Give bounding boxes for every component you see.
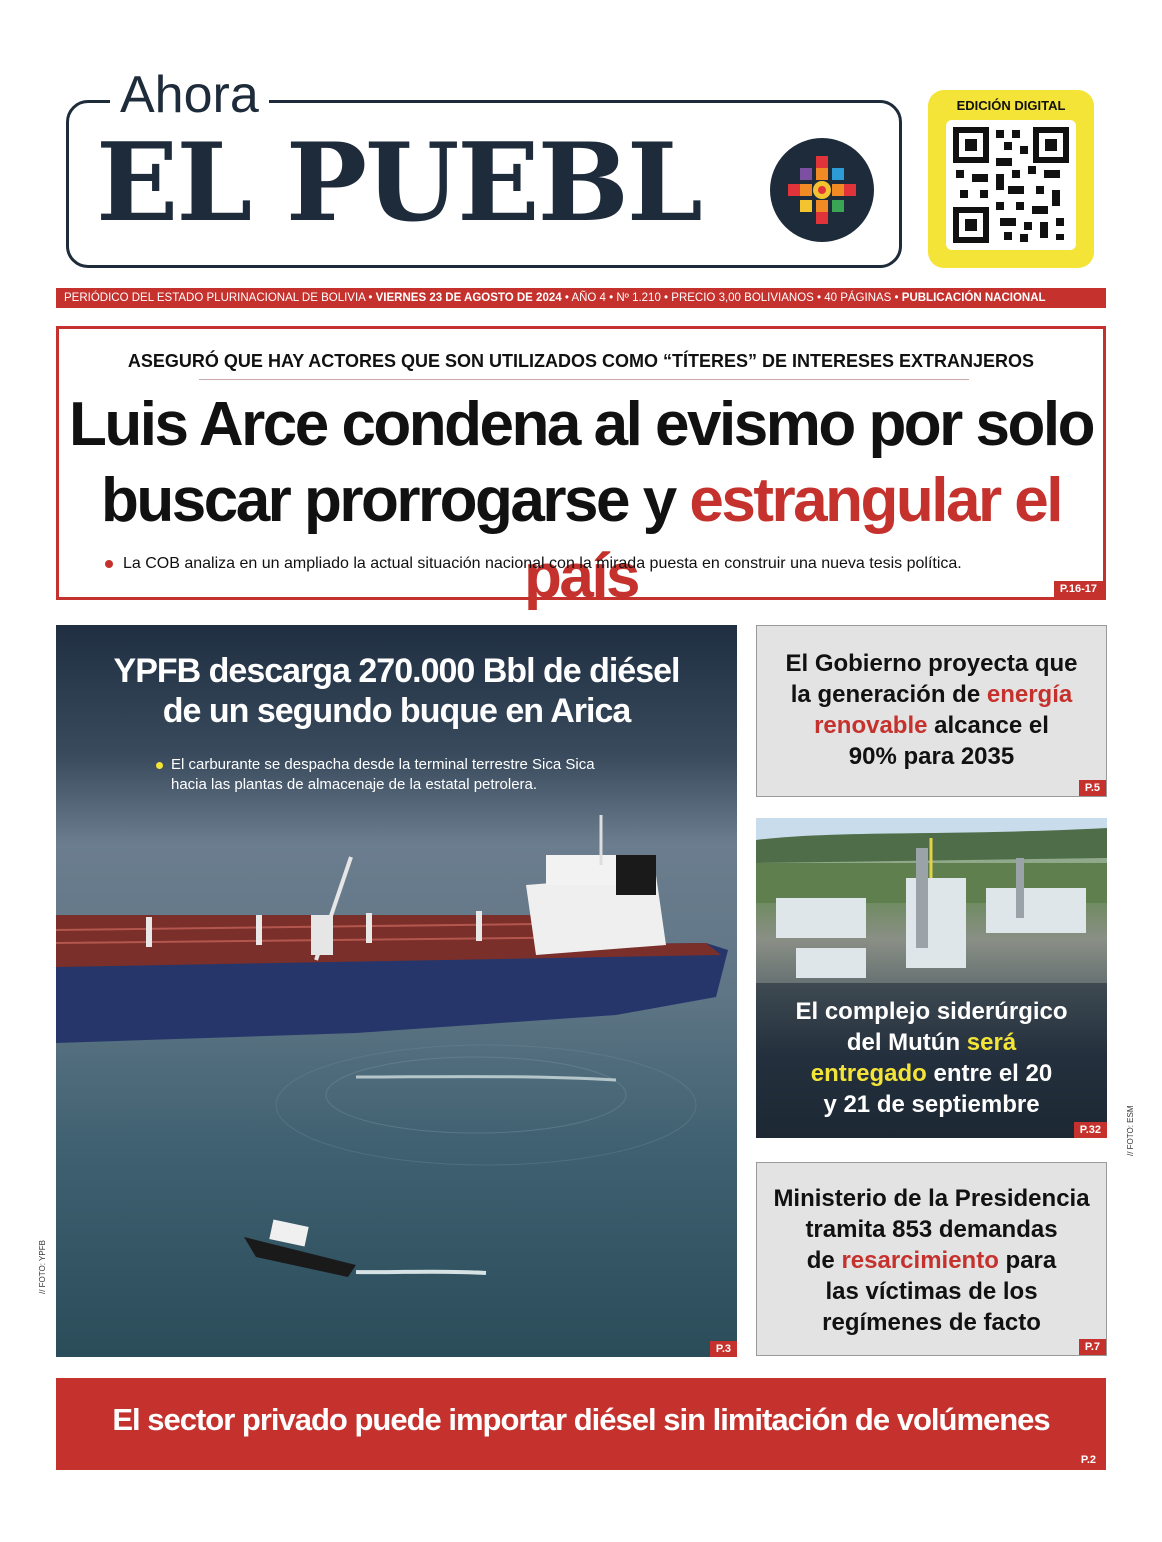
mutun-line3 — [756, 1058, 1107, 1089]
info-pages: 40 PÁGINAS — [824, 292, 892, 304]
mutun-line2-yellow: será — [966, 1029, 1017, 1056]
photo-summary-line1: El carburante se despacha desde la terminal terrestre Sica Sica — [171, 756, 595, 773]
mutun-page-tag: P.32 — [1074, 1122, 1107, 1138]
digital-edition-qr[interactable] — [928, 90, 1094, 268]
bullet-icon — [156, 762, 163, 769]
main-page-tag: P.16-17 — [1054, 581, 1103, 597]
main-kicker: ASEGURÓ QUE HAY ACTORES QUE SON UTILIZADOS COMO “TÍTERES” DE INTERESES EXTRANJEROS — [127, 351, 1035, 371]
energy-page-tag: P.5 — [1079, 780, 1106, 796]
photo-story-title-line1: YPFB descarga 270.000 Bbl de diésel — [113, 652, 680, 690]
energy-line3-black: alcance el — [927, 712, 1049, 739]
brand-ahora: Ahora — [110, 66, 269, 124]
kicker-divider — [199, 379, 969, 380]
main-story[interactable] — [56, 326, 1106, 611]
ministry-line3 — [757, 1245, 1106, 1276]
info-number: Nº 1.210 — [616, 292, 661, 304]
ministry-story-text — [757, 1183, 1106, 1338]
info-bar: PERIÓDICO DEL ESTADO PLURINACIONAL DE BOLIVIA • VIERNES 23 DE AGOSTO DE 2024 • AÑO 4 • Nº 1.210 • PRECIO 3,00 BOLIVIANOS • 40 PÁGINAS • PUBLICACIÓN NACIONAL — [56, 288, 1106, 308]
ministry-story[interactable] — [756, 1162, 1107, 1356]
mutun-line3-white: entre el 20 — [926, 1060, 1053, 1087]
main-headline-highlight: estrangular el país — [523, 466, 1062, 611]
energy-story[interactable] — [756, 625, 1107, 797]
bottom-banner-text: El sector privado puede importar diésel sin limitación de volúmenes — [112, 1402, 1050, 1437]
ministry-line4: las víctimas de los — [825, 1278, 1038, 1305]
qr-code-svg — [946, 120, 1076, 250]
energy-line2-red: energía — [986, 681, 1073, 708]
energy-line4: 90% para 2035 — [848, 743, 1015, 770]
mutun-line3-yellow: entregado — [810, 1060, 927, 1087]
main-summary — [105, 555, 962, 573]
qr-code-icon — [946, 120, 1076, 250]
ministry-line1: Ministerio de la Presidencia — [773, 1185, 1090, 1212]
info-price: PRECIO 3,00 BOLIVIANOS — [671, 292, 814, 304]
info-date: VIERNES 23 DE AGOSTO DE 2024 — [375, 292, 562, 304]
ministry-line5: regímenes de facto — [822, 1309, 1041, 1336]
photo-credit-esm: // FOTO: ESM — [1126, 1105, 1135, 1156]
mutun-story[interactable] — [756, 818, 1107, 1138]
photo-story-title — [56, 651, 737, 731]
energy-line2-black: la generación de — [790, 681, 987, 708]
ministry-line3-black2: para — [998, 1247, 1057, 1274]
photo-credit-ypfb: // FOTO: YPFB — [38, 1240, 47, 1294]
ministry-page-tag: P.7 — [1079, 1339, 1106, 1355]
mutun-line2 — [756, 1027, 1107, 1058]
energy-story-text — [757, 648, 1106, 772]
main-headline-line2 — [59, 463, 1103, 615]
bullet-icon — [105, 560, 113, 568]
ministry-line3-red: resarcimiento — [841, 1247, 999, 1274]
chakana-emblem-svg — [770, 138, 874, 242]
ministry-line3-black: de — [806, 1247, 842, 1274]
photo-story-title-line2: de un segundo buque en Arica — [162, 692, 631, 730]
mutun-line4: y 21 de septiembre — [823, 1091, 1040, 1118]
photo-page-tag: P.3 — [710, 1341, 737, 1357]
energy-line2 — [757, 679, 1106, 710]
energy-line1: El Gobierno proyecta que — [785, 650, 1078, 677]
energy-line3-red: renovable — [814, 712, 928, 739]
mutun-line2-white: del Mutún — [846, 1029, 967, 1056]
bottom-page-tag: P.2 — [1080, 1454, 1096, 1466]
photo-summary-line2: hacia las plantas de almacenaje de la estatal petrolera. — [171, 776, 538, 793]
qr-label: EDICIÓN DIGITAL — [956, 98, 1066, 113]
brand-title-text: EL PUEBL — [96, 120, 701, 246]
ministry-line2: tramita 853 demandas — [805, 1216, 1058, 1243]
photo-story-summary — [156, 755, 676, 795]
main-headline-line2-black: buscar prorrogarse y — [100, 466, 690, 535]
mutun-story-text — [756, 996, 1107, 1120]
bottom-banner-story[interactable] — [56, 1378, 1106, 1470]
main-summary-text: La COB analiza en un ampliado la actual situación nacional con la mirada puesta en construir una nueva tesis política. — [123, 555, 962, 572]
energy-line3 — [757, 710, 1106, 741]
mutun-line1: El complejo siderúrgico — [795, 998, 1068, 1025]
tanker-photo — [56, 625, 737, 1357]
brand-title — [96, 120, 701, 246]
chakana-emblem-icon — [770, 138, 874, 242]
info-edition: PUBLICACIÓN NACIONAL — [901, 292, 1046, 304]
info-year: AÑO 4 — [571, 292, 606, 304]
info-publisher: PERIÓDICO DEL ESTADO PLURINACIONAL DE BOLIVIA — [64, 292, 366, 304]
main-headline — [59, 387, 1103, 615]
main-headline-line1: Luis Arce condena al evismo por solo — [68, 390, 1093, 459]
photo-story-ypfb[interactable] — [56, 625, 737, 1357]
